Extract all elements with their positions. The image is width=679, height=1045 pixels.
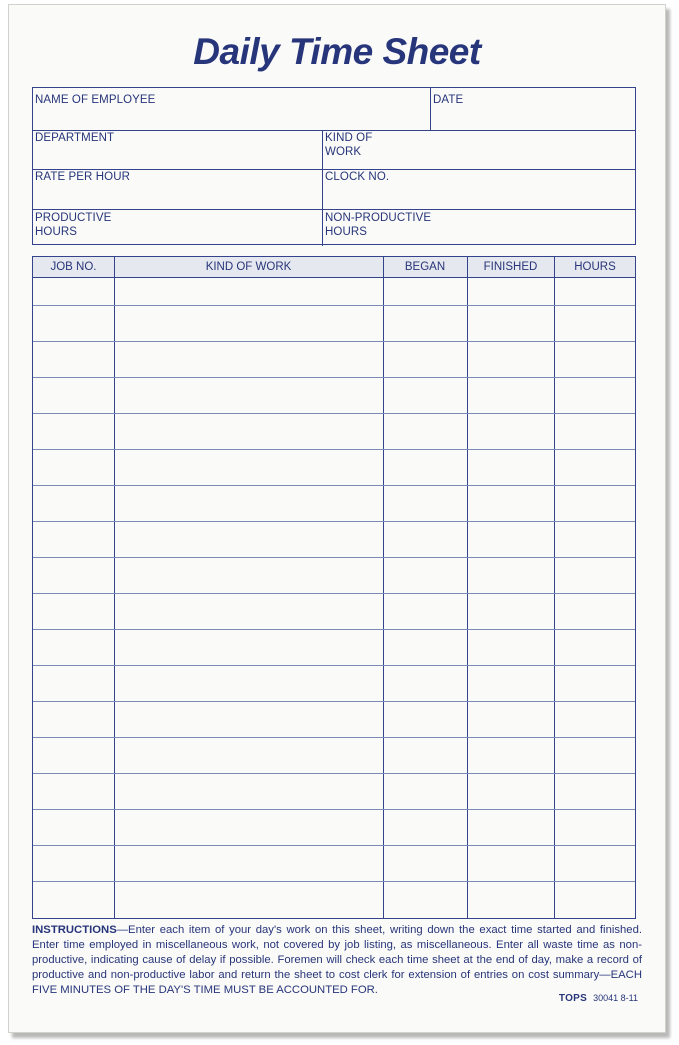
column-header-hours: HOURS xyxy=(574,261,616,273)
form-title: Daily Time Sheet xyxy=(193,31,481,72)
productive-hours-label-line2: HOURS xyxy=(35,226,78,238)
table-row-divider xyxy=(33,665,635,666)
instructions-body: —Enter each item of your day's work on this sheet, writing down the exact time started and finished. Enter time employed in miscellaneous work, not covered by job listing, as miscellaneous. Enter all waste time as non-productive, indicating cause of delay if possible. Foremen will check each time sheet at the end of day, make a record of productive and non-productive labor and return the sheet to cost clerk for extension of entries on cost summary—EACH FIVE MINUTES OF THE DAY'S TIME MUST BE ACCOUNTED FOR. xyxy=(32,924,642,996)
productive-hours-field[interactable] xyxy=(35,211,111,239)
table-row-divider xyxy=(33,737,635,738)
table-row-divider xyxy=(33,377,635,378)
table-row-divider xyxy=(33,845,635,846)
column-divider xyxy=(114,257,115,918)
table-row-divider xyxy=(33,521,635,522)
column-header-job-no: JOB NO. xyxy=(50,261,97,273)
date-field[interactable] xyxy=(433,93,463,107)
instructions-text xyxy=(32,923,642,998)
kind-of-work-label-line1: KIND OF xyxy=(325,132,373,144)
rate-per-hour-label: RATE PER HOUR xyxy=(35,171,131,183)
table-row-divider xyxy=(33,809,635,810)
table-row-divider xyxy=(33,773,635,774)
column-divider xyxy=(467,257,468,918)
non-productive-hours-label-line1: NON-PRODUCTIVE xyxy=(325,212,432,224)
time-sheet-form xyxy=(8,4,666,1033)
column-header-kind-of-work: KIND OF WORK xyxy=(205,261,292,273)
form-number: 30041 8-11 xyxy=(593,993,638,1003)
clock-no-label: CLOCK NO. xyxy=(325,171,390,183)
table-row-divider xyxy=(33,485,635,486)
divider xyxy=(33,209,635,210)
table-row-divider xyxy=(33,593,635,594)
instructions-heading: INSTRUCTIONS xyxy=(32,924,117,936)
column-divider xyxy=(383,257,384,918)
date-label: DATE xyxy=(433,94,464,106)
table-row-divider xyxy=(33,341,635,342)
divider xyxy=(322,130,323,246)
column-divider xyxy=(554,257,555,918)
department-field[interactable] xyxy=(35,131,114,145)
table-row-divider xyxy=(33,701,635,702)
table-row-divider xyxy=(33,629,635,630)
rate-per-hour-field[interactable] xyxy=(35,170,130,184)
non-productive-hours-field[interactable] xyxy=(325,211,431,239)
table-row-divider xyxy=(33,881,635,882)
column-header-began: BEGAN xyxy=(404,261,446,273)
department-label: DEPARTMENT xyxy=(35,132,115,144)
name-of-employee-field[interactable] xyxy=(35,93,155,107)
non-productive-hours-label-line2: HOURS xyxy=(325,226,368,238)
brand-logo: TOPS xyxy=(558,993,588,1004)
form-code xyxy=(559,993,638,1004)
column-header-finished: FINISHED xyxy=(483,261,538,273)
name-of-employee-label: NAME OF EMPLOYEE xyxy=(35,94,156,106)
table-row-divider xyxy=(33,305,635,306)
kind-of-work-label-line2: WORK xyxy=(325,146,362,158)
kind-of-work-field[interactable] xyxy=(325,131,372,159)
table-row-divider xyxy=(33,413,635,414)
table-row-divider xyxy=(33,449,635,450)
productive-hours-label-line1: PRODUCTIVE xyxy=(35,212,112,224)
clock-no-field[interactable] xyxy=(325,170,389,184)
employee-info-grid xyxy=(32,87,636,245)
divider xyxy=(430,88,431,130)
table-row-divider xyxy=(33,557,635,558)
work-log-table xyxy=(32,256,636,919)
